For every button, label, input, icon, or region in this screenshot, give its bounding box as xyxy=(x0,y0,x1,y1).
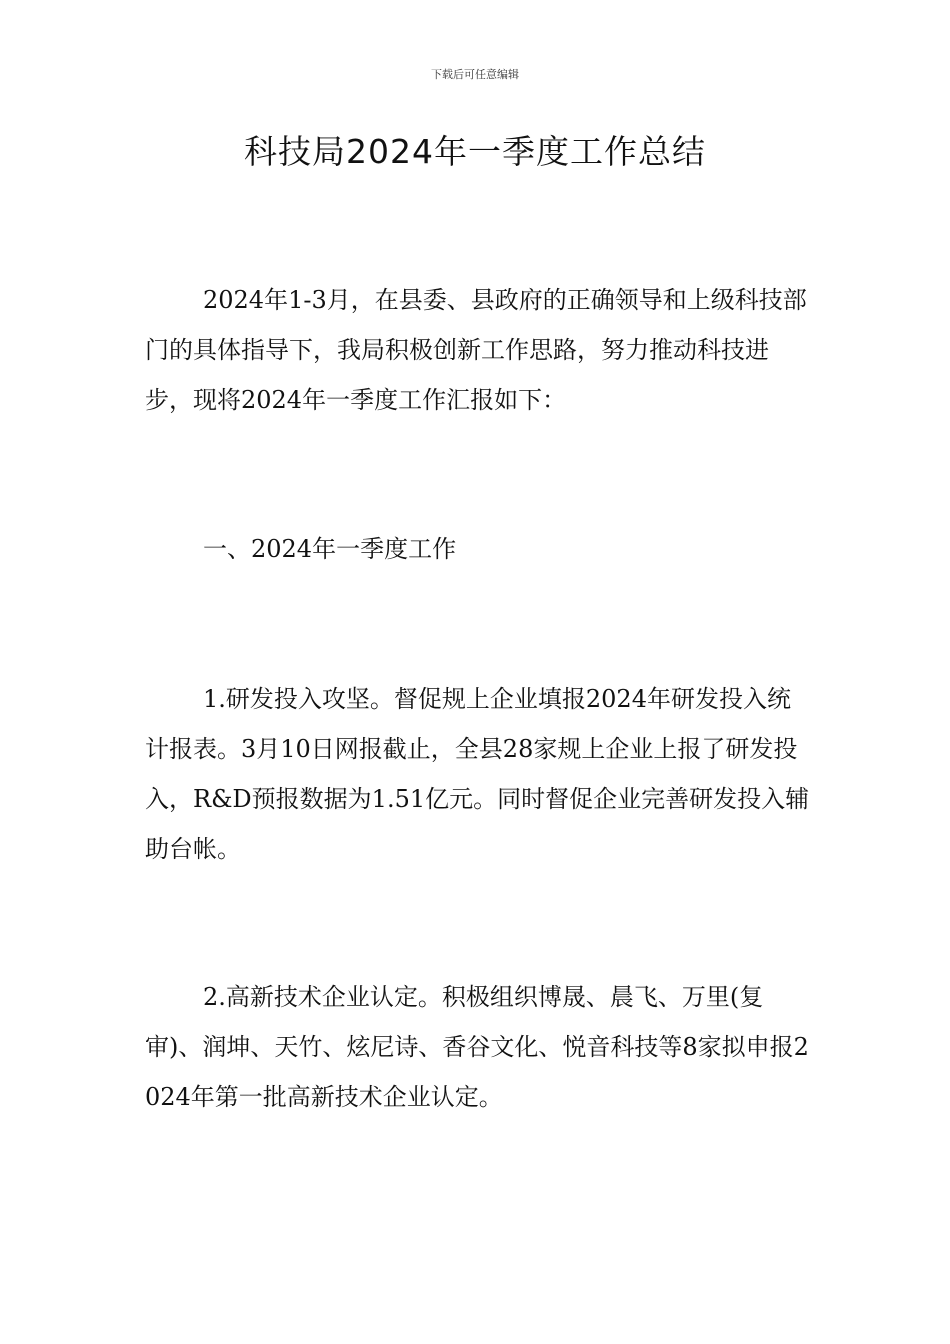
section-heading: 一、2024年一季度工作 xyxy=(203,535,457,563)
document-title: 科技局2024年一季度工作总结 xyxy=(244,132,706,171)
item-paragraph-high-tech-enterprise: 2.高新技术企业认定。积极组织博晟、晨飞、万里(复审)、润坤、天竹、炫尼诗、香谷文化、悦音科技等8家拟申报2024年第一批高新技术企业认定。 xyxy=(145,983,809,1111)
header-note: 下载后可任意编辑 xyxy=(431,68,519,81)
item-paragraph-rd-investment: 1.研发投入攻坚。督促规上企业填报2024年研发投入统计报表。3月10日网报截止，全县28家规上企业上报了研发投入，R&D预报数据为1.51亿元。同时督促企业完善研发投入辅助台帐。 xyxy=(145,685,810,863)
intro-paragraph: 2024年1-3月，在县委、县政府的正确领导和上级科技部门的具体指导下，我局积极创新工作思路，努力推动科技进步，现将2024年一季度工作汇报如下： xyxy=(145,286,807,414)
